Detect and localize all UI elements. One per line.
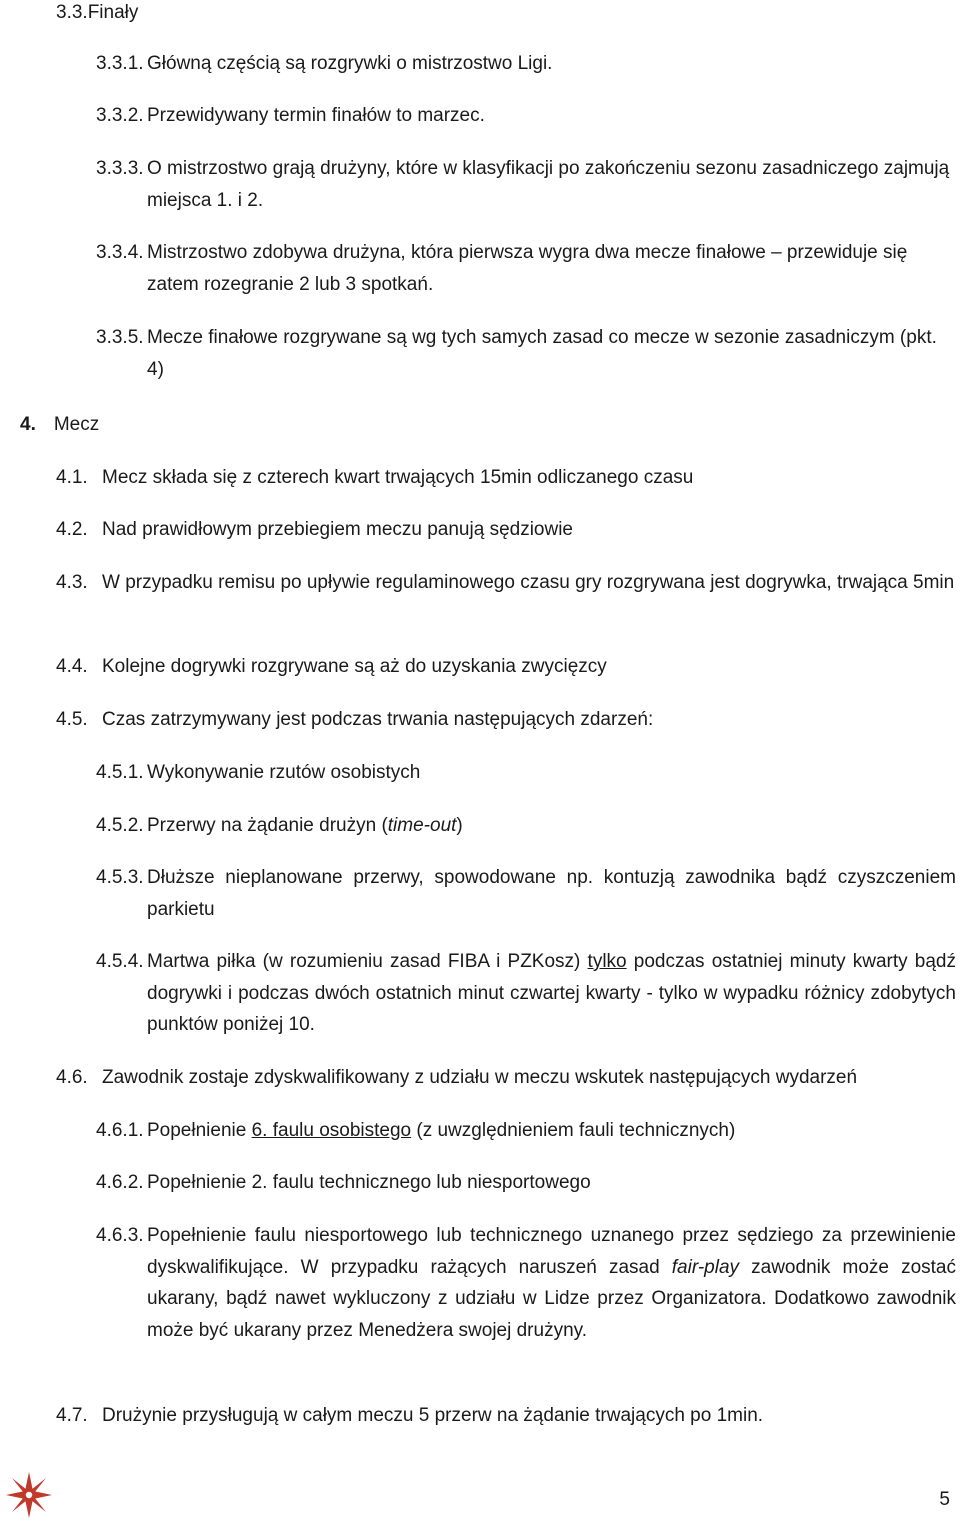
item-number: 4.5.1. xyxy=(96,762,144,783)
list-item xyxy=(96,862,956,925)
item-number: 3.3.2. xyxy=(96,105,144,126)
list-item xyxy=(96,1220,956,1346)
list-item xyxy=(56,704,956,736)
list-item xyxy=(96,237,956,300)
item-text: Dłuższe nieplanowane przerwy, spowodowane np. kontuzją zawodnika bądź czyszczeniem parkietu xyxy=(147,867,956,920)
section-title: Mecz xyxy=(53,414,100,435)
item-number: 4.6.3. xyxy=(96,1225,144,1246)
list-item xyxy=(56,1400,956,1432)
item-number: 4.5.4. xyxy=(96,951,144,972)
list-item xyxy=(96,757,956,789)
item-number: 4.6. xyxy=(56,1067,88,1088)
list-item xyxy=(96,810,956,842)
list-item xyxy=(96,1167,956,1199)
item-text: Martwa piłka (w rozumieniu zasad FIBA i PZKosz) tylko podczas ostatniej minuty kwarty bądź dogrywki i podczas dwóch ostatnich minut czwartej kwarty - tylko w wypadku różnicy zdobytych punktów poniżej 10. xyxy=(147,951,956,1035)
item-number: 4.2. xyxy=(56,519,88,540)
item-text: Popełnienie 6. faulu osobistego (z uwzględnieniem fauli technicznych) xyxy=(147,1120,736,1141)
section-title: Finały xyxy=(87,2,139,23)
list-item xyxy=(56,567,956,599)
list-item xyxy=(96,100,956,132)
item-number: 3.3.1. xyxy=(96,53,144,74)
page-number: 5 xyxy=(939,1489,950,1510)
item-text: Mistrzostwo zdobywa drużyna, która pierwsza wygra dwa mecze finałowe – przewiduje się zatem rozegranie 2 lub 3 spotkań. xyxy=(147,242,908,295)
item-number: 3.3.4. xyxy=(96,242,144,263)
item-number: 4.5.3. xyxy=(96,867,144,888)
list-item xyxy=(56,1062,956,1094)
list-item xyxy=(96,1115,956,1147)
item-text: Mecz składa się z czterech kwart trwających 15min odliczanego czasu xyxy=(102,467,694,488)
item-number: 4.6.1. xyxy=(96,1120,144,1141)
list-item xyxy=(96,153,956,216)
list-item xyxy=(56,462,956,494)
item-text: Główną częścią są rozgrywki o mistrzostwo Ligi. xyxy=(147,53,553,74)
item-text: W przypadku remisu po upływie regulaminowego czasu gry rozgrywana jest dogrywka, trwająca 5min xyxy=(102,572,955,593)
section-number: 4. xyxy=(20,414,36,435)
compass-star-icon xyxy=(4,1470,54,1520)
item-text: O mistrzostwo grają drużyny, które w klasyfikacji po zakończeniu sezonu zasadniczego zajmują miejsca 1. i 2. xyxy=(147,158,950,211)
item-number: 4.3. xyxy=(56,572,88,593)
section-3-3-heading xyxy=(56,0,138,26)
item-text: Drużynie przysługują w całym meczu 5 przerw na żądanie trwających po 1min. xyxy=(102,1405,764,1426)
item-text: Zawodnik zostaje zdyskwalifikowany z udziału w meczu wskutek następujących wydarzeń xyxy=(102,1067,858,1088)
list-item xyxy=(96,48,956,80)
item-number: 4.6.2. xyxy=(96,1172,144,1193)
list-item xyxy=(56,651,956,683)
item-text: Mecze finałowe rozgrywane są wg tych samych zasad co mecze w sezonie zasadniczym (pkt. 4) xyxy=(147,327,937,380)
item-text: Popełnienie faulu niesportowego lub technicznego uznanego przez sędziego za przewinienie dyskwalifikujące. W przypadku rażących naruszeń zasad fair-play zawodnik może zostać ukarany, bądź nawet wykluczony z udziału w Lidze przez Organizatora. Dodatkowo zawodnik może być ukarany przez Menedżera swojej drużyny. xyxy=(147,1225,956,1341)
item-number: 4.4. xyxy=(56,656,88,677)
item-text: Przerwy na żądanie drużyn (time-out) xyxy=(147,815,463,836)
list-item xyxy=(96,322,956,385)
item-text: Wykonywanie rzutów osobistych xyxy=(147,762,421,783)
section-4-heading xyxy=(20,412,99,438)
item-number: 4.7. xyxy=(56,1405,88,1426)
item-text: Kolejne dogrywki rozgrywane są aż do uzyskania zwycięzcy xyxy=(102,656,607,677)
item-number: 4.5.2. xyxy=(96,815,144,836)
item-text: Czas zatrzymywany jest podczas trwania następujących zdarzeń: xyxy=(102,709,654,730)
item-text: Przewidywany termin finałów to marzec. xyxy=(147,105,485,126)
item-text: Popełnienie 2. faulu technicznego lub niesportowego xyxy=(147,1172,591,1193)
section-number: 3.3. xyxy=(56,2,88,23)
item-number: 3.3.3. xyxy=(96,158,144,179)
item-number: 3.3.5. xyxy=(96,327,144,348)
item-number: 4.5. xyxy=(56,709,88,730)
item-number: 4.1. xyxy=(56,467,88,488)
list-item xyxy=(96,946,956,1041)
list-item xyxy=(56,514,956,546)
item-text: Nad prawidłowym przebiegiem meczu panują sędziowie xyxy=(102,519,574,540)
